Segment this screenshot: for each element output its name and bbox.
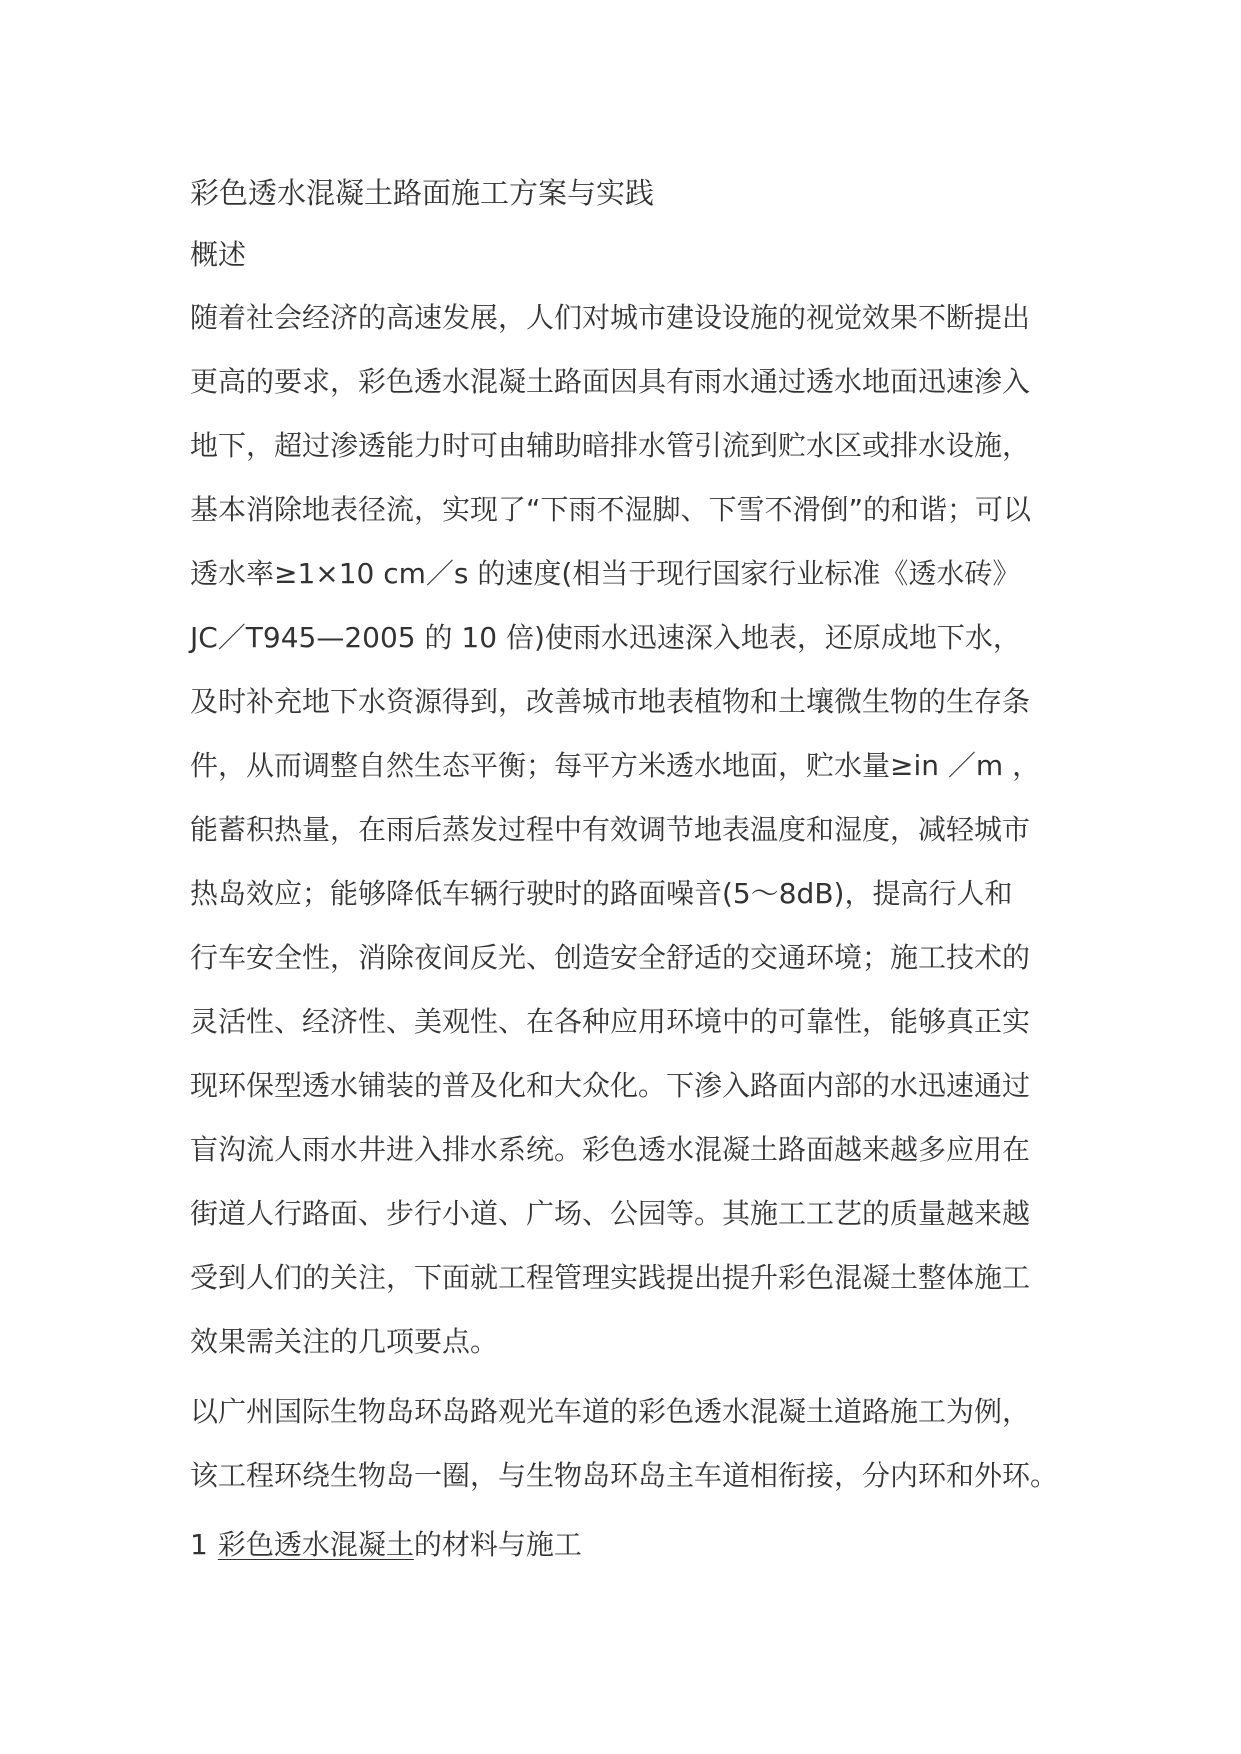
document-page: [190, 162, 1070, 1576]
paragraph-line: 热岛效应；能够降低车辆行驶时的路面噪音(5～8dB)，提高行人和: [190, 877, 1013, 910]
section-link[interactable]: 彩色透水混凝土: [217, 1528, 414, 1561]
overview-heading: 概述: [190, 238, 247, 271]
paragraph-line: 基本消除地表径流，实现了“下雨不湿脚、下雪不滑倒”的和谐；可以: [190, 493, 1032, 526]
paragraph-line: 现环保型透水铺装的普及化和大众化。下渗入路面内部的水迅速通过: [190, 1069, 1031, 1102]
paragraph-line: 效果需关注的几项要点。: [190, 1325, 499, 1358]
paragraph-line: 以广州国际生物岛环岛路观光车道的彩色透水混凝土道路施工为例，: [190, 1395, 1031, 1428]
paragraph-line: 灵活性、经济性、美观性、在各种应用环境中的可靠性，能够真正实: [190, 1005, 1031, 1038]
paragraph-line: 盲沟流人雨水井进入排水系统。彩色透水混凝土路面越来越多应用在: [190, 1133, 1031, 1166]
paragraph-line: 能蓄积热量，在雨后蒸发过程中有效调节地表温度和湿度，减轻城市: [190, 813, 1031, 846]
paragraph-line: 及时补充地下水资源得到，改善城市地表植物和土壤微生物的生存条: [190, 685, 1031, 718]
section-title-rest: 的材料与施工: [413, 1528, 582, 1561]
overview-paragraph: [190, 286, 1070, 1374]
paragraph-line: 透水率≥1×10 cm／s 的速度(相当于现行国家行业标准《透水砖》: [190, 557, 1021, 590]
paragraph-line: 街道人行路面、步行小道、广场、公园等。其施工工艺的质量越来越: [190, 1197, 1031, 1230]
project-paragraph: [190, 1380, 1070, 1508]
paragraph-line: 地下，超过渗透能力时可由辅助暗排水管引流到贮水区或排水设施，: [190, 429, 1031, 462]
paragraph-line: 行车安全性，消除夜间反光、创造安全舒适的交通环境；施工技术的: [190, 941, 1031, 974]
paragraph-line: 该工程环绕生物岛一圈，与生物岛环岛主车道相衔接，分内环和外环。: [190, 1459, 1059, 1492]
paragraph-line: 更高的要求，彩色透水混凝土路面因具有雨水通过透水地面迅速渗入: [190, 365, 1031, 398]
paragraph-line: 受到人们的关注，下面就工程管理实践提出提升彩色混凝土整体施工: [190, 1261, 1031, 1294]
paragraph-line: 随着社会经济的高速发展，人们对城市建设设施的视觉效果不断提出: [190, 301, 1031, 334]
paragraph-line: 件，从而调整自然生态平衡；每平方米透水地面，贮水量≥in ／m ，: [190, 749, 1041, 782]
section-1-heading: [190, 1514, 1070, 1576]
document-title: 彩色透水混凝土路面施工方案与实践: [190, 176, 655, 210]
paragraph-line: JC／T945—2005 的 10 倍)使雨水迅速深入地表，还原成地下水，: [190, 621, 1021, 654]
section-number: 1: [190, 1528, 208, 1561]
